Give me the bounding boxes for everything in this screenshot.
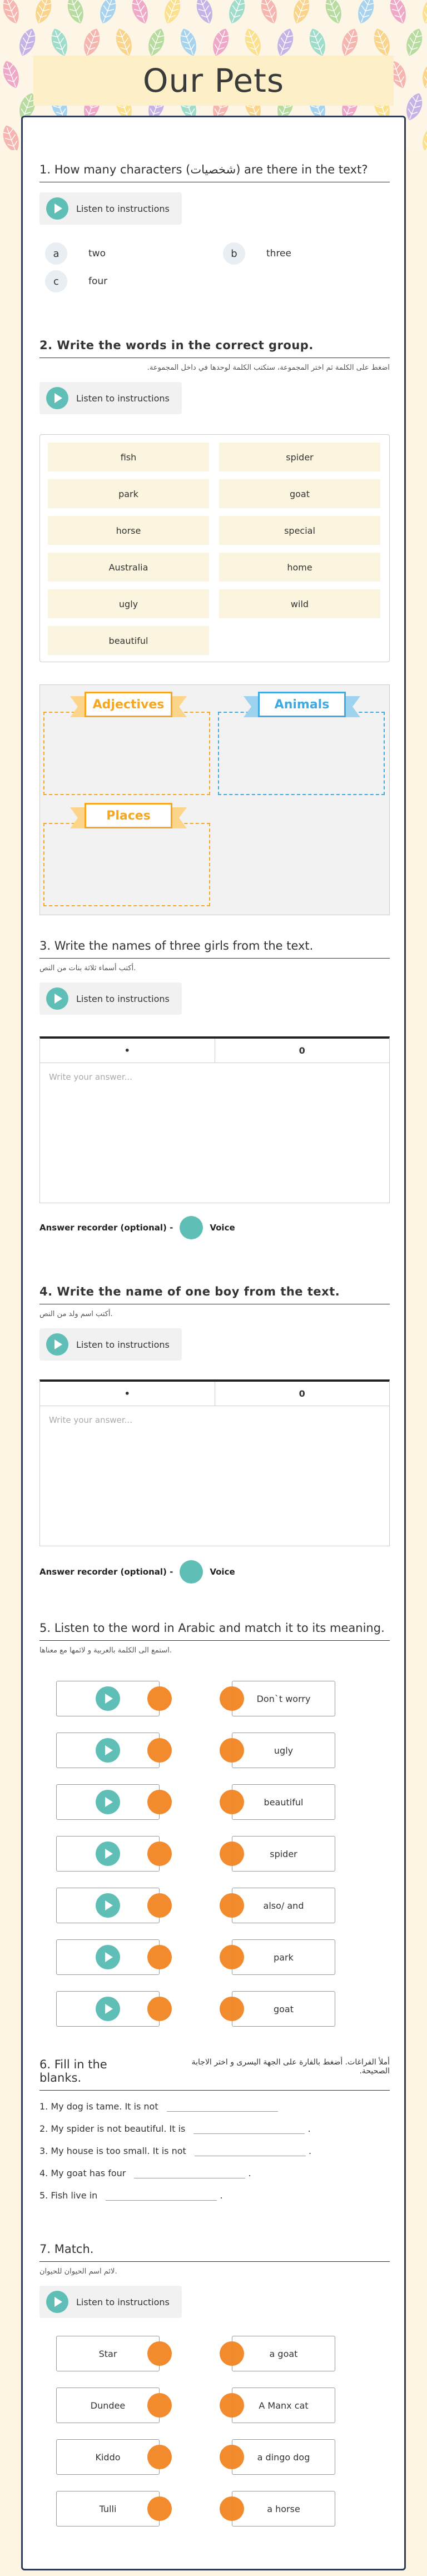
play-icon [46, 2291, 68, 2313]
audio-card[interactable] [56, 1681, 160, 1716]
question-6-arabic: أملأ الفراغات. أضغط بالفارة على الجهة اليسرى و اختر الاجابة الصحيحة. [191, 2058, 390, 2076]
question-7-title: 7. Match. [39, 2242, 390, 2262]
audio-card[interactable] [56, 1733, 160, 1768]
recorder-label: Answer recorder (optional) - [39, 1567, 173, 1577]
name-card[interactable]: Dundee [56, 2388, 160, 2423]
sentence-text: 3. My house is too small. It is not [39, 2146, 186, 2156]
name-card[interactable]: Star [56, 2336, 160, 2371]
question-1 [39, 163, 390, 225]
audio-card[interactable] [56, 1939, 160, 1975]
leaf-icon [64, 0, 87, 26]
meaning-card[interactable]: park [232, 1939, 335, 1975]
match-connector-left[interactable] [147, 2445, 172, 2469]
answer-textarea[interactable]: Write your answer... [49, 1072, 132, 1082]
sentence-text: 2. My spider is not beautiful. It is [39, 2123, 186, 2134]
editor-toolbar [40, 1039, 389, 1063]
answer-editor [39, 1036, 390, 1203]
editor-toolbar [40, 1382, 389, 1406]
leaf-icon [290, 0, 313, 26]
question-3-arabic: أكتب أسماء ثلاثة بنات من النص. [39, 964, 136, 972]
group-label: Places [85, 803, 172, 828]
leaf-icon [257, 0, 281, 26]
meaning-card[interactable]: Don`t worry [232, 1681, 335, 1716]
leaf-icon [419, 58, 427, 91]
question-5-arabic: استمع الى الكلمة بالعربية و لائمها مع معناها. [39, 1646, 172, 1655]
answer-recorder [39, 1216, 235, 1239]
play-icon [96, 1997, 120, 2021]
listen-instructions-button[interactable] [39, 982, 182, 1015]
question-3 [39, 939, 390, 1015]
sentence-text: 5. Fish live in [39, 2190, 98, 2201]
title-banner [33, 56, 394, 106]
word-chip[interactable]: fish [48, 443, 209, 471]
match-connector-left[interactable] [147, 1997, 172, 2021]
blank-dropdown[interactable] [134, 2168, 245, 2178]
listen-instructions-button[interactable] [39, 1328, 182, 1361]
match-connector-left[interactable] [147, 1945, 172, 1969]
option-text: two [88, 248, 106, 259]
question-6 [39, 2058, 390, 2091]
match-connector-left[interactable] [147, 2496, 172, 2521]
match-connector-left[interactable] [147, 1686, 172, 1711]
leaf-icon [354, 0, 378, 26]
name-card[interactable]: Tulli [56, 2491, 160, 2527]
voice-label: Voice [210, 1567, 235, 1577]
match-connector-left[interactable] [147, 2393, 172, 2418]
meaning-card[interactable]: spider [232, 1836, 335, 1872]
leaf-icon [112, 26, 136, 58]
group-drop-area [39, 684, 390, 915]
play-icon [96, 1790, 120, 1814]
question-3-title: 3. Write the names of three girls from the text. [39, 939, 390, 959]
ribbon-places [70, 801, 187, 831]
leaf-icon [274, 26, 297, 58]
blank-dropdown[interactable] [195, 2146, 306, 2156]
leaf-icon [0, 123, 23, 150]
leaf-icon [338, 26, 361, 58]
option-b[interactable] [223, 242, 291, 265]
meaning-card[interactable]: goat [232, 1991, 335, 2027]
match-connector-left[interactable] [147, 1893, 172, 1918]
question-4-arabic: أكتب اسم ولد من النص. [39, 1310, 113, 1318]
voice-record-button[interactable] [180, 1216, 203, 1239]
listen-label: Listen to instructions [76, 1339, 170, 1350]
leaf-icon [145, 26, 168, 58]
bullet-list-button[interactable]: • [40, 1382, 215, 1406]
name-card[interactable]: Kiddo [56, 2439, 160, 2475]
word-chip[interactable]: home [219, 553, 380, 582]
leaf-icon [96, 0, 120, 26]
leaf-icon [419, 0, 427, 26]
blank-dropdown[interactable] [106, 2191, 217, 2201]
group-label: Adjectives [85, 692, 172, 717]
word-chip[interactable]: wild [219, 589, 380, 618]
numbered-list-button[interactable]: 0 [299, 1388, 305, 1399]
sentence-end: . [220, 2190, 223, 2201]
question-7 [39, 2242, 390, 2318]
audio-card[interactable] [56, 1836, 160, 1872]
answer-editor [39, 1379, 390, 1546]
meaning-card[interactable]: ugly [232, 1733, 335, 1768]
question-6-title: 6. Fill in the blanks. [39, 2058, 107, 2084]
bullet-list-button[interactable]: • [40, 1039, 215, 1063]
leaf-icon [225, 0, 249, 26]
option-letter: c [45, 270, 67, 292]
question-2-title: 2. Write the words in the correct group. [39, 339, 390, 358]
animal-card[interactable]: A Manx cat [232, 2388, 335, 2423]
word-chip[interactable]: beautiful [48, 626, 209, 655]
question-4-title: 4. Write the name of one boy from the text. [39, 1285, 390, 1304]
fill-sentence-1 [39, 2101, 278, 2112]
drop-zone-places[interactable] [43, 823, 210, 906]
page-title: Our Pets [142, 62, 285, 100]
leaf-icon [48, 26, 71, 58]
animal-card[interactable]: a goat [232, 2336, 335, 2371]
sentence-end: . [308, 2146, 312, 2156]
option-letter: a [45, 242, 67, 265]
question-5 [39, 1621, 390, 1655]
audio-card[interactable] [56, 1888, 160, 1923]
leaf-icon [0, 58, 23, 91]
voice-record-button[interactable] [180, 1560, 203, 1584]
animal-card[interactable]: a dingo dog [232, 2439, 335, 2475]
leaf-icon [80, 26, 103, 58]
listen-instructions-button[interactable] [39, 2286, 182, 2318]
audio-card[interactable] [56, 1991, 160, 2027]
option-text: four [88, 276, 108, 287]
option-a[interactable] [45, 242, 106, 265]
question-2-arabic: اضغط على الكلمة ثم اختر المجموعة، ستكتب الكلمة لوحدها في داخل المجموعة. [147, 364, 390, 372]
leaf-icon [161, 0, 184, 26]
match-connector-left[interactable] [147, 1842, 172, 1866]
ribbon-animals [244, 689, 360, 719]
word-chip[interactable]: park [48, 479, 209, 508]
sentence-text: 1. My dog is tame. It is not [39, 2101, 158, 2112]
listen-label: Listen to instructions [76, 2296, 170, 2307]
sentence-end: . [248, 2168, 251, 2178]
option-letter: b [223, 242, 245, 265]
leaf-icon [241, 26, 265, 58]
word-chip[interactable]: horse [48, 516, 209, 545]
word-chip[interactable]: Australia [48, 553, 209, 582]
question-6-title-row [39, 2058, 390, 2091]
play-icon [96, 1686, 120, 1711]
question-2 [39, 339, 390, 414]
group-label: Animals [258, 692, 346, 717]
recorder-label: Answer recorder (optional) - [39, 1223, 173, 1233]
listen-label: Listen to instructions [76, 393, 170, 404]
meaning-card[interactable]: beautiful [232, 1784, 335, 1820]
play-icon [46, 197, 68, 220]
listen-label: Listen to instructions [76, 203, 170, 214]
numbered-list-button[interactable]: 0 [299, 1045, 305, 1056]
animal-card[interactable]: a horse [232, 2491, 335, 2527]
question-5-title: 5. Listen to the word in Arabic and match it to its meaning. [39, 1621, 390, 1641]
play-icon [46, 1333, 68, 1356]
match-connector-left[interactable] [147, 1790, 172, 1814]
word-chip[interactable]: special [219, 516, 380, 545]
word-chip[interactable]: spider [219, 443, 380, 471]
match-connector-left[interactable] [147, 2341, 172, 2366]
question-1-title: 1. How many characters (شخصيات) are there in the text? [39, 163, 390, 182]
fill-sentence-3 [39, 2146, 311, 2156]
word-chip[interactable]: ugly [48, 589, 209, 618]
leaf-icon [193, 0, 216, 26]
leaf-icon [419, 123, 427, 150]
option-c[interactable] [45, 270, 107, 292]
play-icon [46, 987, 68, 1010]
audio-card[interactable] [56, 1784, 160, 1820]
play-icon [96, 1893, 120, 1918]
leaf-icon [128, 0, 152, 26]
meaning-card[interactable]: also/ and [232, 1888, 335, 1923]
leaf-icon [177, 26, 200, 58]
worksheet-card [21, 116, 406, 2570]
fill-sentence-4 [39, 2168, 251, 2178]
leaf-icon [32, 0, 55, 26]
blank-dropdown[interactable] [193, 2124, 305, 2134]
leaf-icon [322, 0, 345, 26]
listen-instructions-button[interactable] [39, 192, 182, 225]
leaf-icon [306, 26, 329, 58]
drop-zone-adjectives[interactable] [43, 712, 210, 795]
question-7-arabic: لائم اسم الحيوان للحيوان. [39, 2267, 117, 2276]
play-icon [96, 1945, 120, 1969]
question-4 [39, 1285, 390, 1361]
option-text: three [266, 248, 291, 259]
leaf-icon [0, 0, 23, 26]
leaf-icon [386, 0, 410, 26]
fill-sentence-5 [39, 2190, 223, 2201]
answer-textarea[interactable]: Write your answer... [49, 1415, 132, 1425]
leaf-icon [403, 26, 426, 58]
listen-label: Listen to instructions [76, 993, 170, 1004]
play-icon [96, 1842, 120, 1866]
listen-instructions-button[interactable] [39, 382, 182, 414]
sentence-text: 4. My goat has four [39, 2168, 126, 2178]
leaf-icon [209, 26, 232, 58]
match-connector-left[interactable] [147, 1738, 172, 1763]
leaf-icon [403, 91, 426, 123]
sentence-end: . [307, 2123, 311, 2134]
answer-recorder [39, 1560, 235, 1584]
blank-dropdown[interactable] [167, 2102, 278, 2112]
fill-sentence-2 [39, 2123, 311, 2134]
word-bank [39, 434, 390, 662]
voice-label: Voice [210, 1223, 235, 1233]
word-chip[interactable]: goat [219, 479, 380, 508]
play-icon [46, 387, 68, 409]
ribbon-adjectives [70, 689, 187, 719]
play-icon [96, 1738, 120, 1763]
leaf-icon [370, 26, 394, 58]
leaf-icon [16, 26, 39, 58]
drop-zone-animals[interactable] [218, 712, 385, 795]
